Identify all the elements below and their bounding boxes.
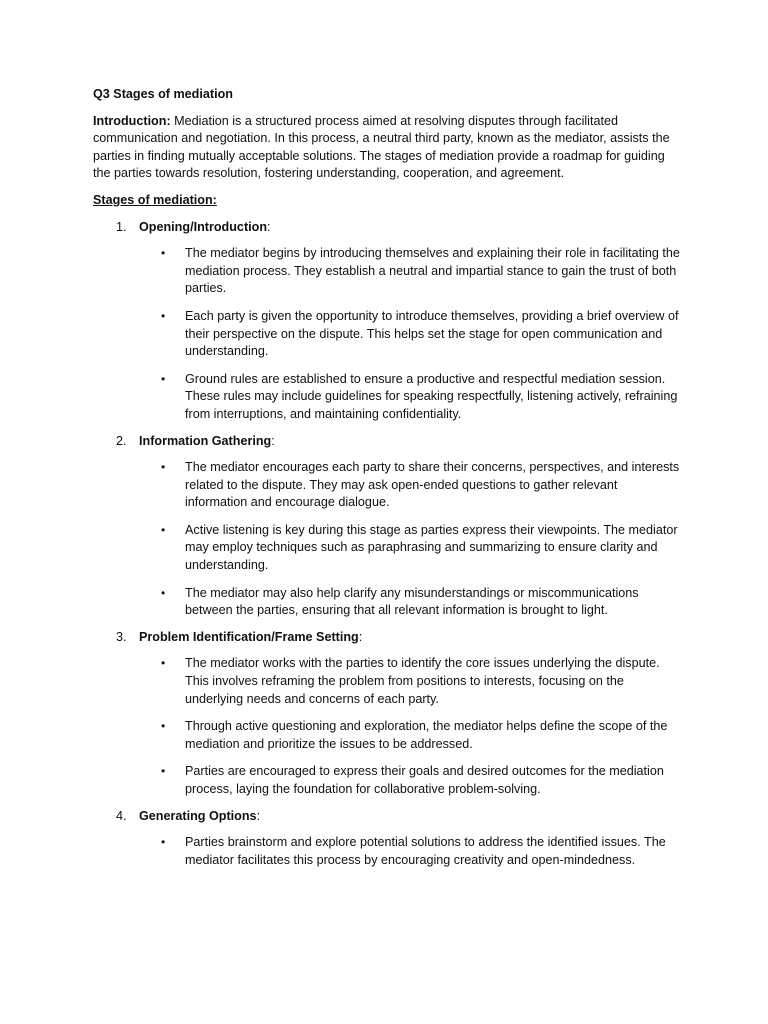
stage-points <box>139 655 683 798</box>
bullet-icon: • <box>161 656 166 671</box>
bullet-icon: • <box>161 835 166 850</box>
stages-list <box>93 219 683 870</box>
stage-title-colon: : <box>267 219 271 234</box>
list-item <box>139 308 683 361</box>
intro-paragraph <box>93 113 683 183</box>
stage-title-text: Generating Options <box>139 808 257 823</box>
point-text: Active listening is key during this stage as parties express their viewpoints. The mediator may employ techniques such as paraphrasing and summarizing to ensure clarity and understanding. <box>185 522 678 573</box>
list-item <box>139 459 683 512</box>
point-text: Parties are encouraged to express their goals and desired outcomes for the mediation process, laying the foundation for collaborative problem-solving. <box>185 764 664 796</box>
stage-title <box>139 808 683 826</box>
stage-title <box>139 629 683 647</box>
list-item <box>139 718 683 753</box>
bullet-icon: • <box>161 460 166 475</box>
list-item <box>139 655 683 708</box>
intro-label: Introduction: <box>93 113 171 128</box>
list-item <box>139 371 683 424</box>
point-text: Each party is given the opportunity to introduce themselves, providing a brief overview of their perspective on the dispute. This helps set the stage for open communication and understanding. <box>185 308 679 359</box>
stage-points <box>139 459 683 620</box>
stage-number: 3. <box>116 629 127 644</box>
point-text: The mediator may also help clarify any misunderstandings or miscommunications between the parties, ensuring that all relevant information is brought to light. <box>185 585 639 618</box>
document-page <box>93 86 683 878</box>
bullet-icon: • <box>161 719 166 734</box>
bullet-icon: • <box>161 371 166 386</box>
point-text: Parties brainstorm and explore potential solutions to address the identified issues. The mediator facilitates this process by encouraging creativity and open-mindedness. <box>185 835 666 867</box>
bullet-icon: • <box>161 522 166 537</box>
stage-title-text: Opening/Introduction <box>139 219 268 234</box>
stage-item <box>93 433 683 620</box>
list-item <box>139 585 683 620</box>
stage-number: 2. <box>116 433 127 448</box>
page-title: Q3 Stages of mediation <box>93 87 233 101</box>
stage-points <box>139 245 683 423</box>
stages-heading: Stages of mediation: <box>93 192 217 207</box>
point-text: The mediator encourages each party to share their concerns, perspectives, and interests related to the dispute. They may ask open-ended questions to gather relevant information and encourage dialogue. <box>185 460 680 510</box>
point-text: Ground rules are established to ensure a productive and respectful mediation session. These rules may include guidelines for speaking respectfully, listening actively, refraining from interruptions, and maintaining confidentiality. <box>185 371 678 421</box>
list-item <box>139 763 683 798</box>
stage-title <box>139 433 683 451</box>
stage-title-colon: : <box>256 808 261 823</box>
stage-title-text: Information Gathering <box>139 433 272 448</box>
intro-text: Mediation is a structured process aimed at resolving disputes through facilitated communication and negotiation. In this process, a neutral third party, known as the mediator, assists the parties in finding mutually acceptable solutions. The stages of mediation provide a roadmap for guiding the parties towards resolution, fostering understanding, cooperation, and agreement. <box>93 113 670 181</box>
stage-points <box>139 834 683 869</box>
stage-number: 4. <box>116 808 127 823</box>
stage-title <box>139 219 683 237</box>
stage-title-colon: : <box>271 433 275 448</box>
stage-number: 1. <box>116 219 127 234</box>
stage-item <box>93 219 683 424</box>
stage-title-colon: : <box>358 629 363 644</box>
list-item <box>139 522 683 575</box>
list-item <box>139 245 683 298</box>
bullet-icon: • <box>161 246 166 261</box>
point-text: The mediator begins by introducing themselves and explaining their role in facilitating the mediation process. They establish a neutral and impartial stance to gain the trust of both parties. <box>185 246 680 296</box>
bullet-icon: • <box>161 764 166 779</box>
point-text: Through active questioning and exploration, the mediator helps define the scope of the mediation and prioritize the issues to be addressed. <box>185 719 668 751</box>
bullet-icon: • <box>161 585 166 600</box>
stage-item <box>93 808 683 870</box>
stage-item <box>93 629 683 799</box>
point-text: The mediator works with the parties to identify the core issues underlying the dispute. This involves reframing the problem from positions to interests, focusing on the underlying needs and concerns of each party. <box>185 656 660 706</box>
bullet-icon: • <box>161 308 166 323</box>
list-item <box>139 834 683 869</box>
stage-title-text: Problem Identification/Frame Setting <box>139 629 359 644</box>
